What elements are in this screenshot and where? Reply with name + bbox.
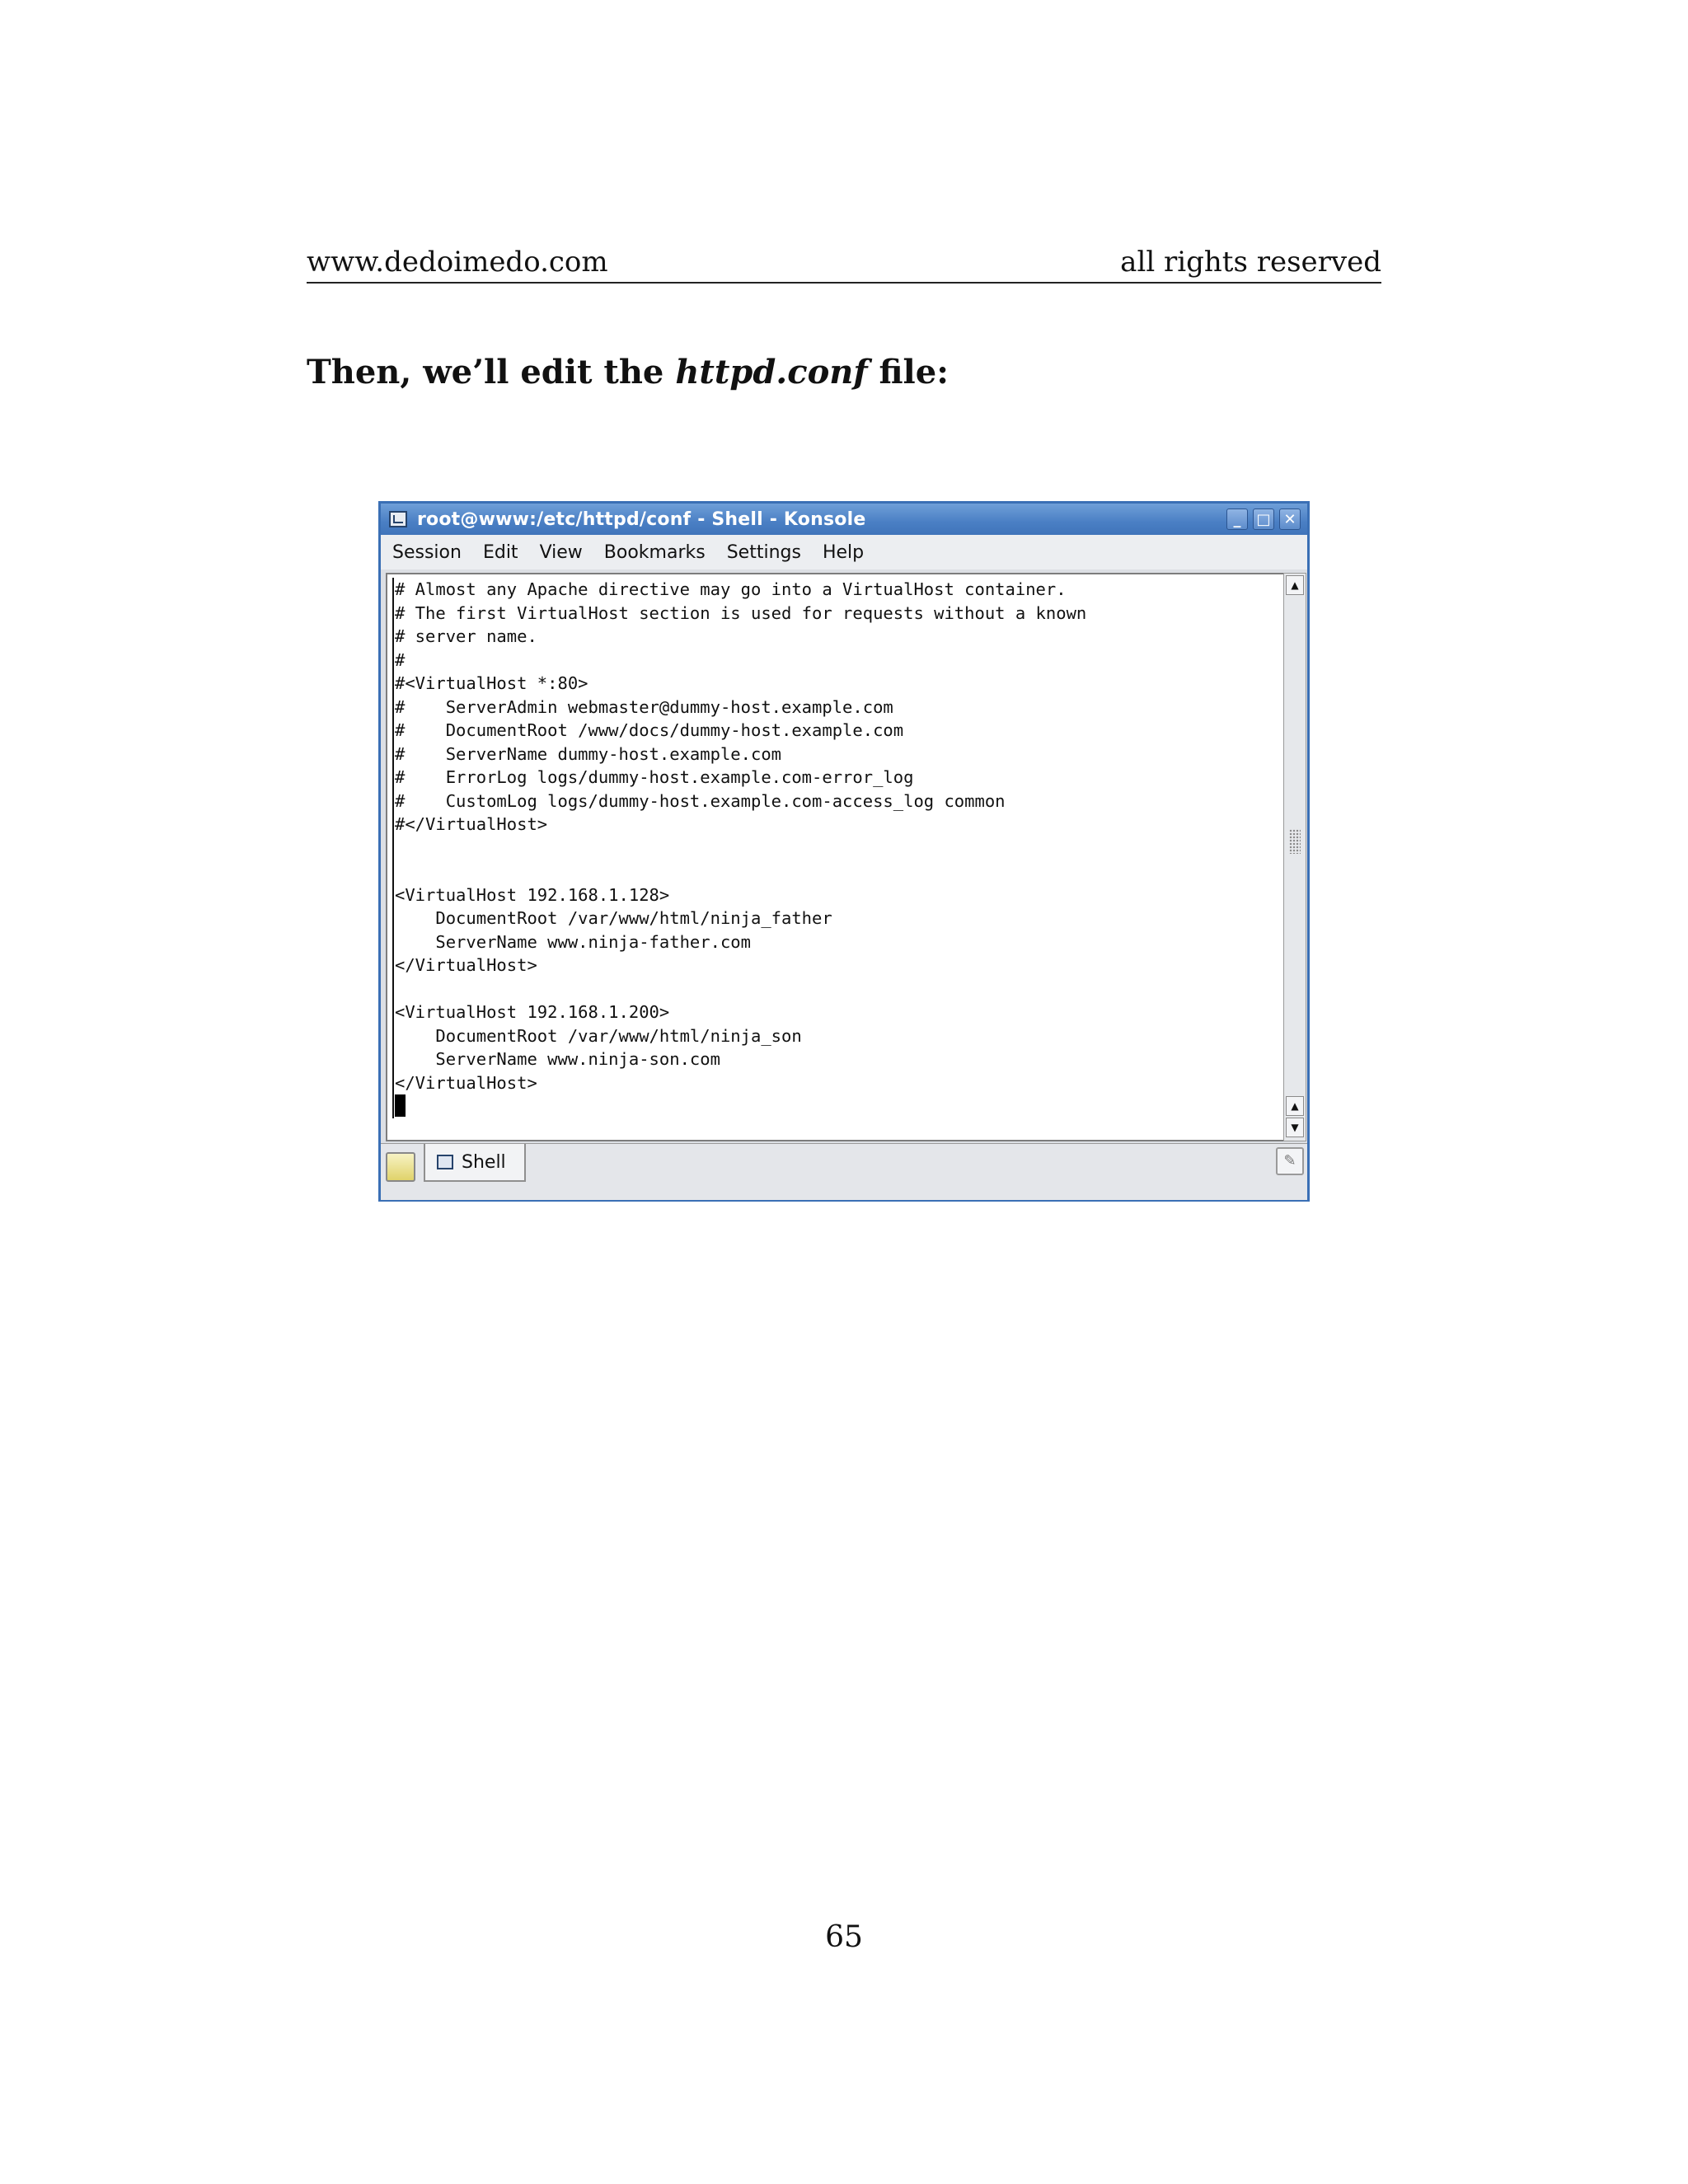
- scroll-grip-icon[interactable]: [1289, 829, 1301, 854]
- menu-bar: [381, 535, 1307, 569]
- site-url: www.dedoimedo.com: [307, 246, 608, 279]
- scroll-up-small-arrow-icon[interactable]: ▲: [1286, 1096, 1304, 1116]
- menu-bookmarks[interactable]: Bookmarks: [603, 541, 706, 563]
- intro-text: [307, 353, 949, 391]
- terminal-line: # ServerAdmin webmaster@dummy-host.example.com: [395, 696, 893, 717]
- terminal-line: # ServerName dummy-host.example.com: [395, 743, 781, 764]
- terminal-line: </VirtualHost>: [395, 1072, 537, 1093]
- terminal-line: DocumentRoot /var/www/html/ninja_son: [435, 1025, 802, 1046]
- session-tab-bar: [381, 1143, 1307, 1200]
- terminal-line: ServerName www.ninja-son.com: [435, 1049, 720, 1069]
- terminal-line: <VirtualHost 192.168.1.128>: [395, 884, 670, 905]
- menu-help[interactable]: Help: [822, 541, 865, 563]
- new-session-icon[interactable]: [386, 1152, 415, 1182]
- terminal-line: #</VirtualHost>: [395, 814, 548, 834]
- menu-edit[interactable]: Edit: [482, 541, 518, 563]
- menu-view[interactable]: View: [539, 541, 583, 563]
- vertical-scrollbar[interactable]: [1283, 573, 1306, 1141]
- terminal-line: #: [395, 649, 406, 670]
- terminal-line: #<VirtualHost *:80>: [395, 673, 588, 693]
- menu-settings[interactable]: Settings: [726, 541, 801, 563]
- intro-after: file:: [867, 353, 949, 391]
- terminal-line: # Almost any Apache directive may go into a VirtualHost container.: [395, 579, 1067, 599]
- tab-shell[interactable]: [424, 1144, 526, 1182]
- close-button[interactable]: ✕: [1279, 509, 1301, 530]
- window-title: root@www:/etc/httpd/conf - Shell - Konsole: [417, 509, 866, 530]
- terminal-line: # CustomLog logs/dummy-host.example.com-access_log common: [395, 790, 1006, 811]
- scroll-down-arrow-icon[interactable]: ▼: [1286, 1118, 1304, 1137]
- tab-shell-label: Shell: [462, 1151, 506, 1173]
- terminal-line: </VirtualHost>: [395, 955, 537, 975]
- text-cursor: [395, 1094, 406, 1117]
- terminal-text: [392, 578, 1086, 1118]
- terminal-line: # The first VirtualHost section is used for requests without a known: [395, 602, 1087, 623]
- terminal-line: ServerName www.ninja-father.com: [435, 931, 751, 952]
- window-titlebar[interactable]: [381, 504, 1307, 535]
- menu-session[interactable]: Session: [392, 541, 462, 563]
- konsole-window: [378, 501, 1310, 1202]
- terminal-line: <VirtualHost 192.168.1.200>: [395, 1002, 670, 1022]
- terminal-line: # server name.: [395, 626, 537, 646]
- minimize-button[interactable]: _: [1226, 509, 1248, 530]
- intro-filename: httpd.conf: [675, 353, 868, 391]
- terminal-area[interactable]: [386, 573, 1286, 1141]
- rights-notice: all rights reserved: [1120, 246, 1381, 279]
- maximize-button[interactable]: □: [1253, 509, 1274, 530]
- intro-before: Then, we’ll edit the: [307, 353, 676, 391]
- shell-tab-icon: [437, 1155, 453, 1169]
- page-number: 65: [825, 1920, 863, 1954]
- terminal-line: # DocumentRoot /www/docs/dummy-host.example.com: [395, 720, 904, 740]
- terminal-icon[interactable]: [389, 511, 407, 527]
- close-session-icon[interactable]: ✎: [1276, 1147, 1304, 1175]
- terminal-line: DocumentRoot /var/www/html/ninja_father: [435, 908, 832, 928]
- page-header: [307, 241, 1381, 284]
- scroll-up-arrow-icon[interactable]: ▲: [1286, 575, 1304, 595]
- window-controls: [1226, 509, 1301, 530]
- terminal-line: # ErrorLog logs/dummy-host.example.com-error_log: [395, 767, 914, 787]
